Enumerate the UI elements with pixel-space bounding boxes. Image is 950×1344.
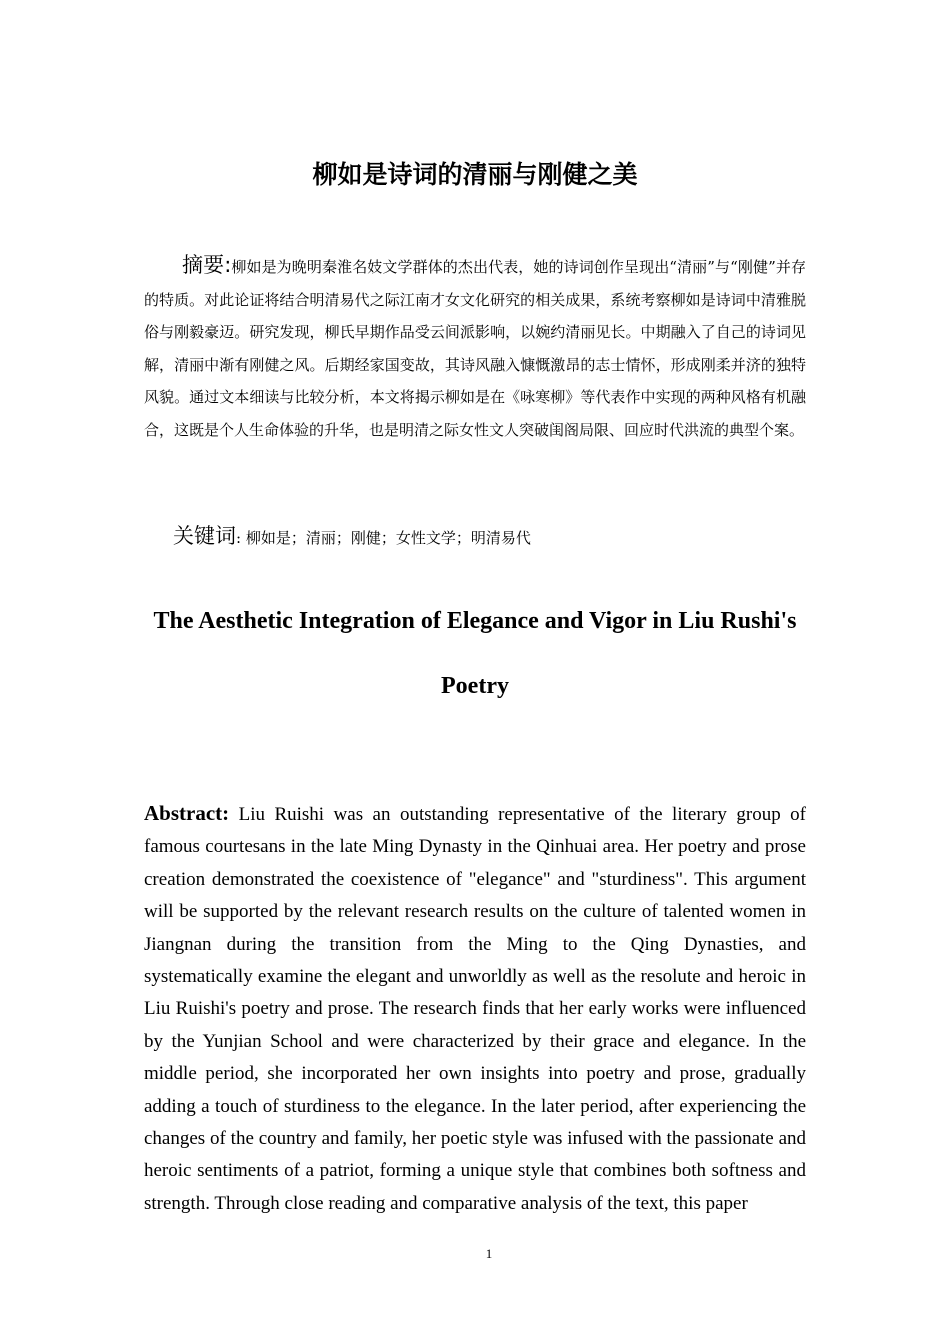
english-abstract-label: Abstract: bbox=[144, 801, 230, 825]
chinese-keywords-separator: : bbox=[236, 529, 242, 547]
chinese-abstract-text: 柳如是为晚明秦淮名妓文学群体的杰出代表，她的诗词创作呈现出“清丽”与“刚健”并存的特质。对此论证将结合明清易代之际江南才女文化研究的相关成果，系统考察柳如是诗词中清雅脱俗与刚毅豪迈。研究发现，柳氏早期作品受云间派影响，以婉约清丽见长。中期融入了自己的诗词见解，清丽中渐有刚健之风。后期经家国变故，其诗风融入慷慨激昂的志士情怀，形成刚柔并济的独特风貌。通过文本细读与比较分析，本文将揭示柳如是在《咏寒柳》等代表作中实现的两种风格有机融合，这既是个人生命体验的升华，也是明清之际女性文人突破闺阁局限、回应时代洪流的典型个案。 bbox=[144, 258, 806, 439]
chinese-abstract bbox=[144, 249, 806, 446]
english-abstract-text: Liu Ruishi was an outstanding representative of the literary group of famous courtesans in the late Ming Dynasty in the Qinhuai area. Her poetry and prose creation demonstrated the coexistence of "elegance" and "sturdiness". This argument will be supported by the relevant research results on the culture of talented women in Jiangnan during the transition from the Ming to the Qing Dynasties, and systematically examine the elegant and unworldly as well as the resolute and heroic in Liu Ruishi's poetry and prose. The research finds that her early works were influenced by the Yunjian School and were characterized by their grace and elegance. In the middle period, she incorporated her own insights into poetry and prose, gradually adding a touch of sturdiness to the elegance. In the later period, after experiencing the changes of the country and family, her poetic style was infused with the passionate and heroic sentiments of a patriot, forming a unique style that combines both softness and strength. Through close reading and comparative analysis of the text, this paper bbox=[144, 804, 806, 1214]
chinese-keywords bbox=[173, 519, 531, 555]
chinese-keywords-label: 关键词 bbox=[173, 524, 236, 548]
english-title: The Aesthetic Integration of Elegance and Vigor in Liu Rushi's Poetry bbox=[153, 608, 797, 699]
chinese-abstract-label: 摘要: bbox=[182, 253, 232, 277]
english-abstract bbox=[144, 797, 806, 1220]
chinese-keywords-text: 柳如是；清丽；刚健；女性文学；明清易代 bbox=[245, 529, 531, 547]
page-number: 1 bbox=[485, 1246, 493, 1261]
chinese-title: 柳如是诗词的清丽与刚健之美 bbox=[312, 160, 638, 189]
